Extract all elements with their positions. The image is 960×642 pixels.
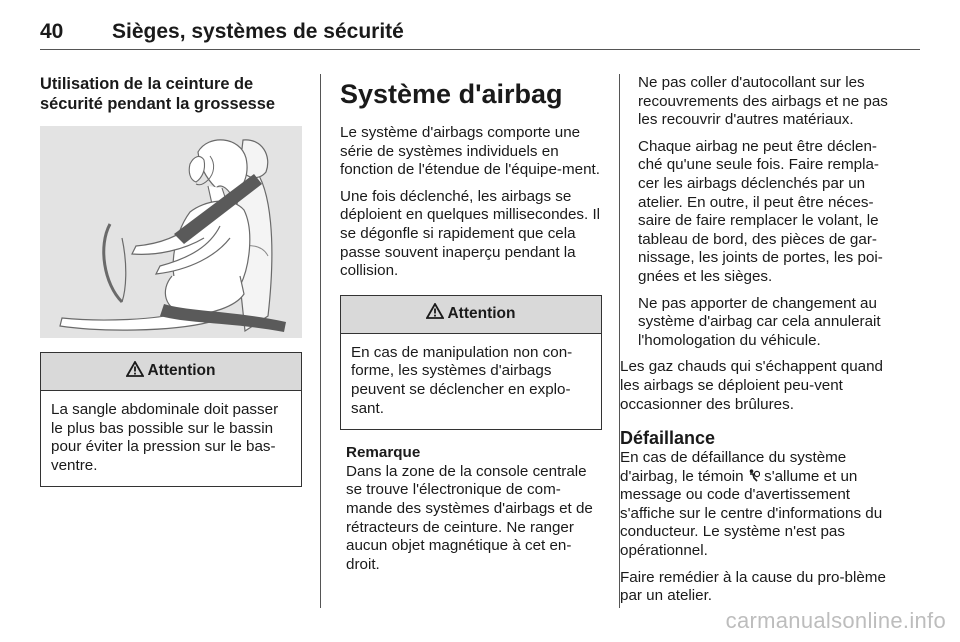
column-middle — [340, 74, 602, 574]
airbag-warning-icon — [748, 468, 760, 485]
chapter-title: Sièges, systèmes de sécurité — [112, 20, 404, 43]
pregnancy-seatbelt-illustration — [40, 126, 302, 338]
airbag-replacement-instruction: Chaque airbag ne peut être déclen-ché qu'une seule fois. Faire rempla-cer les airbags déclenchés par un atelier. En outre, il peut être néces-saire de faire remplacer le volant, le tableau de bord, des pièces de gar-nissage, les joints de portes, les poi-gnées et les sièges. — [638, 137, 883, 285]
warning-title: Attention — [147, 362, 216, 380]
warning-triangle-icon — [426, 303, 444, 325]
note-text: Dans la zone de la console centrale se trouve l'électronique de com-mande des systèmes d'airbags et de rétracteurs de ceinture. Ne ranger aucun objet magnétique à cet en-droit. — [346, 462, 593, 573]
section-heading-airbag: Système d'airbag — [340, 79, 563, 109]
warning-title: Attention — [447, 304, 516, 322]
airbag-modification-instruction: Ne pas apporter de changement au système d'airbag car cela annulerait l'homologation du véhicule. — [638, 294, 881, 349]
airbag-cover-instruction: Ne pas coller d'autocollant sur les recouvrements des airbags et ne pas les recouvrir d'autres matériaux. — [638, 74, 888, 129]
failure-repair-paragraph: Faire remédier à la cause du pro-blème par un atelier. — [620, 568, 886, 605]
airbag-intro-paragraph: Le système d'airbags comporte une série de systèmes individuels en fonction de l'étendue de l'équipe-ment. — [340, 124, 600, 179]
warning-header — [41, 353, 301, 391]
failure-text-before: En cas de défaillance du système d'airbag, le témoin — [620, 449, 847, 485]
column-right — [620, 74, 900, 614]
warning-box-pregnancy — [40, 352, 302, 487]
warning-triangle-icon — [126, 361, 144, 383]
warning-header — [341, 296, 601, 334]
page-number: 40 — [40, 20, 64, 43]
failure-text-after: s'allume et un message ou code d'avertissement s'affiche sur le centre d'informations du conducteur. Le système n'est pas opérationnel. — [620, 467, 883, 560]
column-left — [40, 74, 302, 487]
page-header — [40, 14, 920, 50]
warning-box-airbag — [340, 295, 602, 430]
section-heading-pregnancy: Utilisation de la ceinture de sécurité pendant la grossesse — [40, 75, 276, 113]
hot-gas-paragraph: Les gaz chauds qui s'échappent quand les airbags se déploient peu-vent occasionner des brûlures. — [620, 358, 883, 413]
column-divider — [320, 74, 321, 608]
failure-paragraph — [620, 449, 900, 561]
warning-text: La sangle abdominale doit passer le plus bas possible sur le bassin pour éviter la pression sur le bas-ventre. — [51, 401, 279, 474]
airbag-deploy-paragraph: Une fois déclenché, les airbags se déploient en quelques millisecondes. Il se dégonfle si rapidement que cela passe souvent inaperçu pendant la collision. — [340, 187, 601, 280]
section-heading-failure: Défaillance — [620, 428, 716, 449]
watermark: carmanualsonline.info — [725, 608, 946, 633]
note-title: Remarque — [346, 444, 421, 462]
note-block — [346, 444, 602, 574]
warning-text: En cas de manipulation non con-forme, les systèmes d'airbags peuvent se déclencher en explo-sant. — [351, 343, 573, 417]
pregnant-woman-figure-image — [40, 126, 302, 338]
